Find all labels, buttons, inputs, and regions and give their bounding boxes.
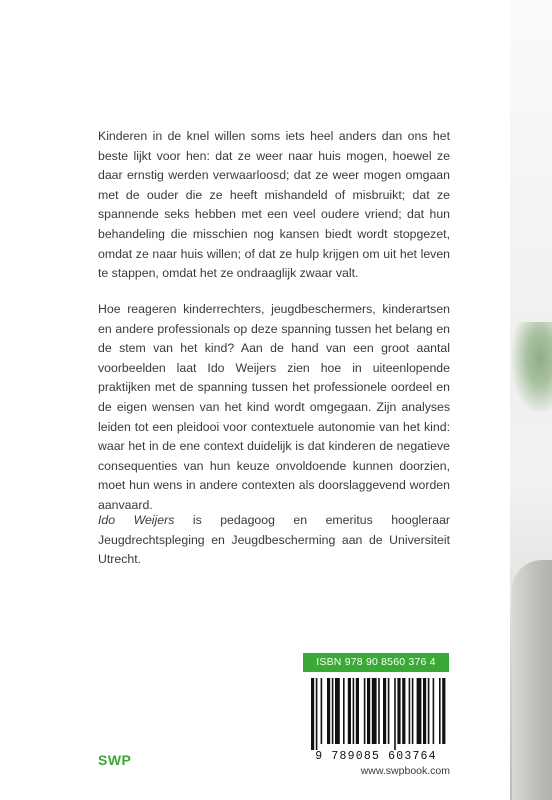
barcode-bar	[364, 678, 366, 744]
barcode-bar	[343, 678, 345, 744]
publisher-logo: SWP	[98, 752, 132, 768]
author-name: Ido Weijers	[98, 513, 175, 527]
barcode-bar	[412, 678, 414, 744]
barcode-digits: 9 789085 603764	[315, 750, 437, 762]
author-bio-text: is pedagoog en emeritus hoogleraar Jeugdrechtspleging en Jeugdbescherming aan de Universiteit Utrecht.	[98, 513, 450, 567]
barcode-bar	[372, 678, 377, 744]
barcode-bar	[348, 678, 351, 744]
barcode	[303, 674, 449, 762]
barcode-bar	[316, 678, 318, 750]
barcode-bar	[388, 678, 390, 744]
blurb-text-2: Hoe reageren kinderrechters, jeugdbeschermers, kinderartsen en andere professionals op deze spanning tussen het belang en de stem van het kind? Aan de hand van een groot aantal voorbeelden laat Ido Weijers zien hoe in uiteenlopende praktijken met de spanning tussen het professionele oordeel en de eigen wensen van het kind wordt omgegaan. Zijn analyses leiden tot een pleidooi voor contextuele autonomie van het kind: waar het in de ene context duidelijk is dat kinderen de negatieve consequenties van hun keuze onvoldoende kunnen doorzien, moet hun wens in andere contexten als doorslaggevend worden aanvaard.	[98, 302, 450, 512]
barcode-bar	[439, 678, 441, 744]
barcode-bar	[353, 678, 355, 744]
chair-image	[512, 560, 552, 800]
barcode-bar	[356, 678, 359, 744]
barcode-bar	[402, 678, 405, 744]
plant-image	[512, 322, 552, 412]
barcode-bar	[327, 678, 330, 744]
blurb-paragraph-2	[98, 300, 450, 516]
barcode-bar	[433, 678, 435, 744]
barcode-bar	[378, 678, 380, 744]
barcode-bar	[442, 678, 445, 744]
cover-photo-edge	[510, 0, 552, 800]
barcode-bar	[397, 678, 400, 744]
barcode-bar	[335, 678, 340, 744]
website-url: www.swpbook.com	[360, 765, 450, 777]
blurb-text-1: Kinderen in de knel willen soms iets heel anders dan ons het beste lijkt voor hen: dat ze weer naar huis mogen, hoewel ze daar ernstig werden verwaarloosd; dat ze weer mogen omgaan met de ouder die ze heeft mishandeld of misbruikt; dat ze spannende seks hebben met een veel oudere vriend; dat hun behandeling die misschien nog kansen biedt wordt stopgezet, omdat ze naar huis willen; of dat ze hulp krijgen om uit het leven te stappen, omdat het ze ondraaglijk zwaar valt.	[98, 129, 450, 281]
barcode-bar	[311, 678, 314, 750]
barcode-bars	[311, 678, 445, 750]
barcode-bar	[409, 678, 411, 744]
isbn-label: ISBN 978 90 8560 376 4	[303, 653, 449, 672]
barcode-bar	[332, 678, 334, 744]
blurb-paragraph-1	[98, 127, 450, 284]
barcode-bar	[383, 678, 386, 744]
barcode-bar	[428, 678, 430, 744]
barcode-bar	[417, 678, 422, 744]
author-bio	[98, 511, 450, 570]
barcode-bar	[394, 678, 396, 750]
barcode-bar	[423, 678, 426, 744]
barcode-bar	[367, 678, 370, 744]
barcode-bar	[321, 678, 323, 744]
